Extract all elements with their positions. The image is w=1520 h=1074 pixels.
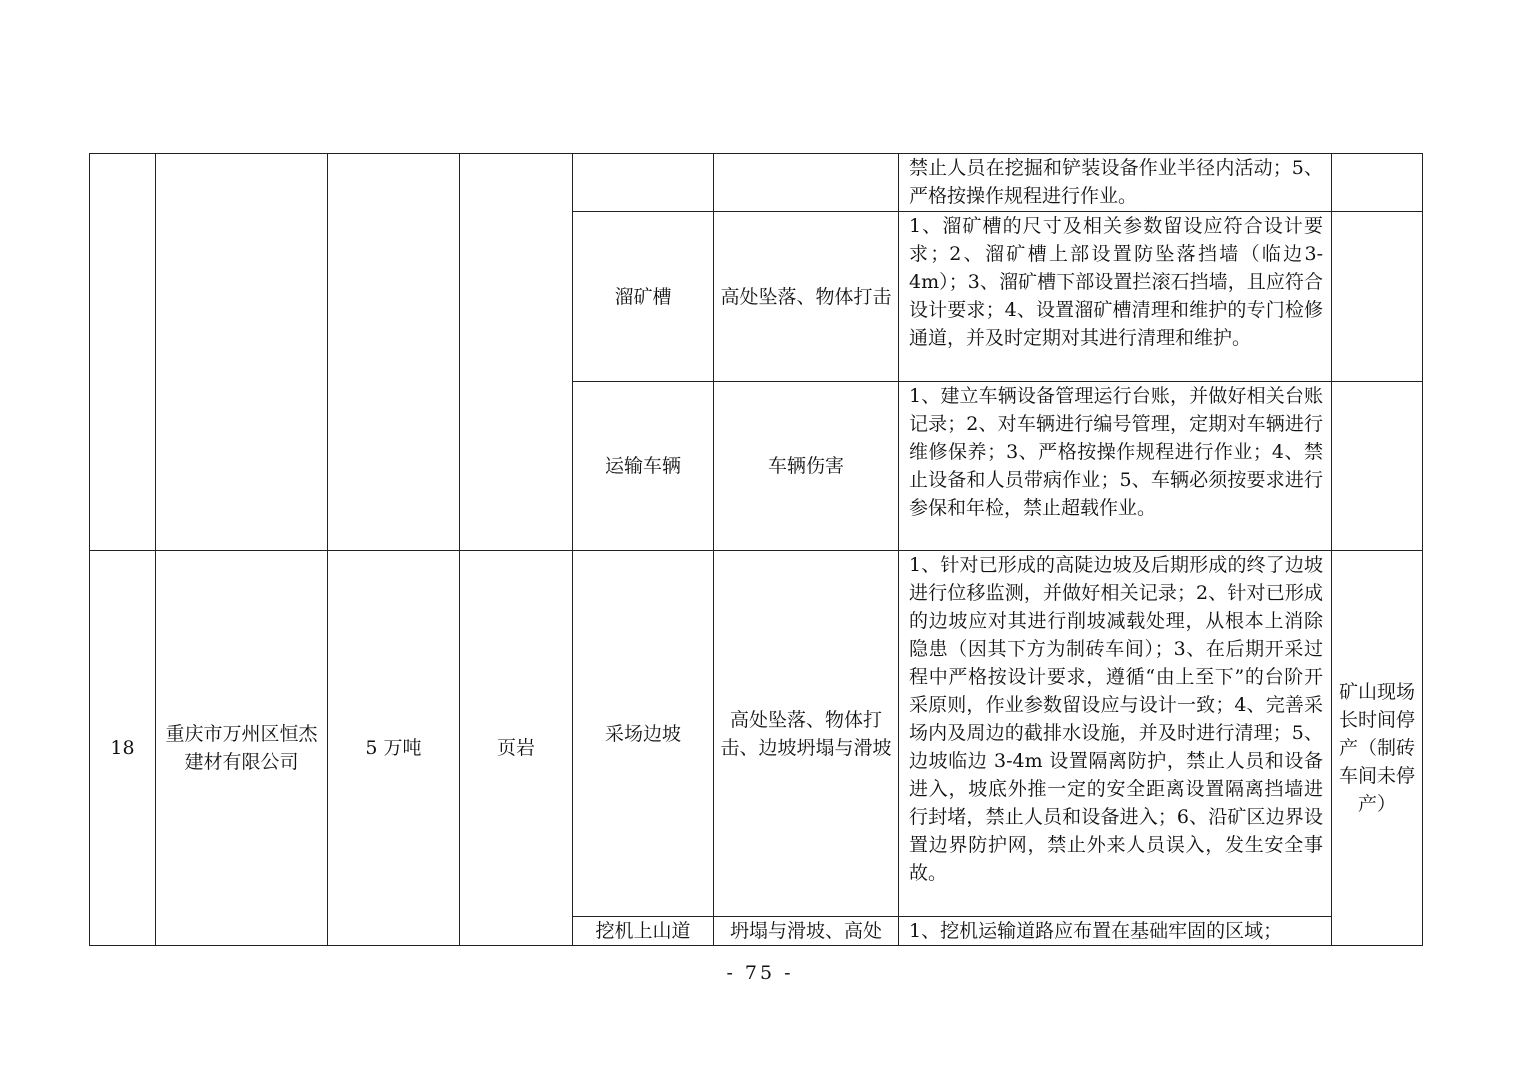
mineral-cell: 页岩 [460,551,573,946]
measures-cell: 1、建立车辆设备管理运行台账，并做好相关台账记录；2、对车辆进行编号管理，定期对车辆进行维修保养；3、严格按操作规程进行作业；4、禁止设备和人员带病作业；5、车辆必须按要求进行参保和年检，禁止超载作业。 [899,382,1332,551]
page-number: - 75 - [726,962,794,984]
scale-cell-continued [328,154,460,551]
measures-cell: 1、挖机运输道路应布置在基础牢固的区域； [899,917,1332,946]
facility-cell: 挖机上山道 [573,917,714,946]
no-cell-continued [90,154,156,551]
hazard-cell: 坍塌与滑坡、高处 [714,917,899,946]
remark-cell [1332,212,1423,382]
hazard-cell: 车辆伤害 [714,382,899,551]
risk-table [89,153,1423,946]
mineral-cell-continued [460,154,573,551]
facility-cell [573,154,714,212]
hazard-cell: 高处坠落、物体打击、边坡坍塌与滑坡 [714,551,899,917]
hazard-cell [714,154,899,212]
remark-cell [1332,382,1423,551]
company-cell-continued [156,154,328,551]
scale-cell: 5 万吨 [328,551,460,946]
measures-cell: 1、溜矿槽的尺寸及相关参数留设应符合设计要求；2、溜矿槽上部设置防坠落挡墙（临边3-4m）；3、溜矿槽下部设置拦滚石挡墙，且应符合设计要求；4、设置溜矿槽清理和维护的专门检修通道，并及时定期对其进行清理和维护。 [899,212,1332,382]
hazard-cell: 高处坠落、物体打击 [714,212,899,382]
remark-cell [1332,154,1423,212]
measures-cell: 禁止人员在挖掘和铲装设备作业半径内活动；5、严格按操作规程进行作业。 [899,154,1332,212]
no-cell: 18 [90,551,156,946]
measures-cell: 1、针对已形成的高陡边坡及后期形成的终了边坡进行位移监测，并做好相关记录；2、针对已形成的边坡应对其进行削坡减载处理，从根本上消除隐患（因其下方为制砖车间）；3、在后期开采过程中严格按设计要求，遵循“由上至下”的台阶开采原则，作业参数留设应与设计一致；4、完善采场内及周边的截排水设施，并及时进行清理；5、边坡临边 3-4m 设置隔离防护，禁止人员和设备进入，坡底外推一定的安全距离设置隔离挡墙进行封堵，禁止人员和设备进入；6、沿矿区边界设置边界防护网，禁止外来人员误入，发生安全事故。 [899,551,1332,917]
table-row [90,551,1423,917]
facility-cell: 溜矿槽 [573,212,714,382]
company-cell: 重庆市万州区恒杰建材有限公司 [156,551,328,946]
facility-cell: 运输车辆 [573,382,714,551]
remark-cell: 矿山现场长时间停产（制砖车间未停产） [1332,551,1423,946]
facility-cell: 采场边坡 [573,551,714,917]
table-row [90,154,1423,212]
